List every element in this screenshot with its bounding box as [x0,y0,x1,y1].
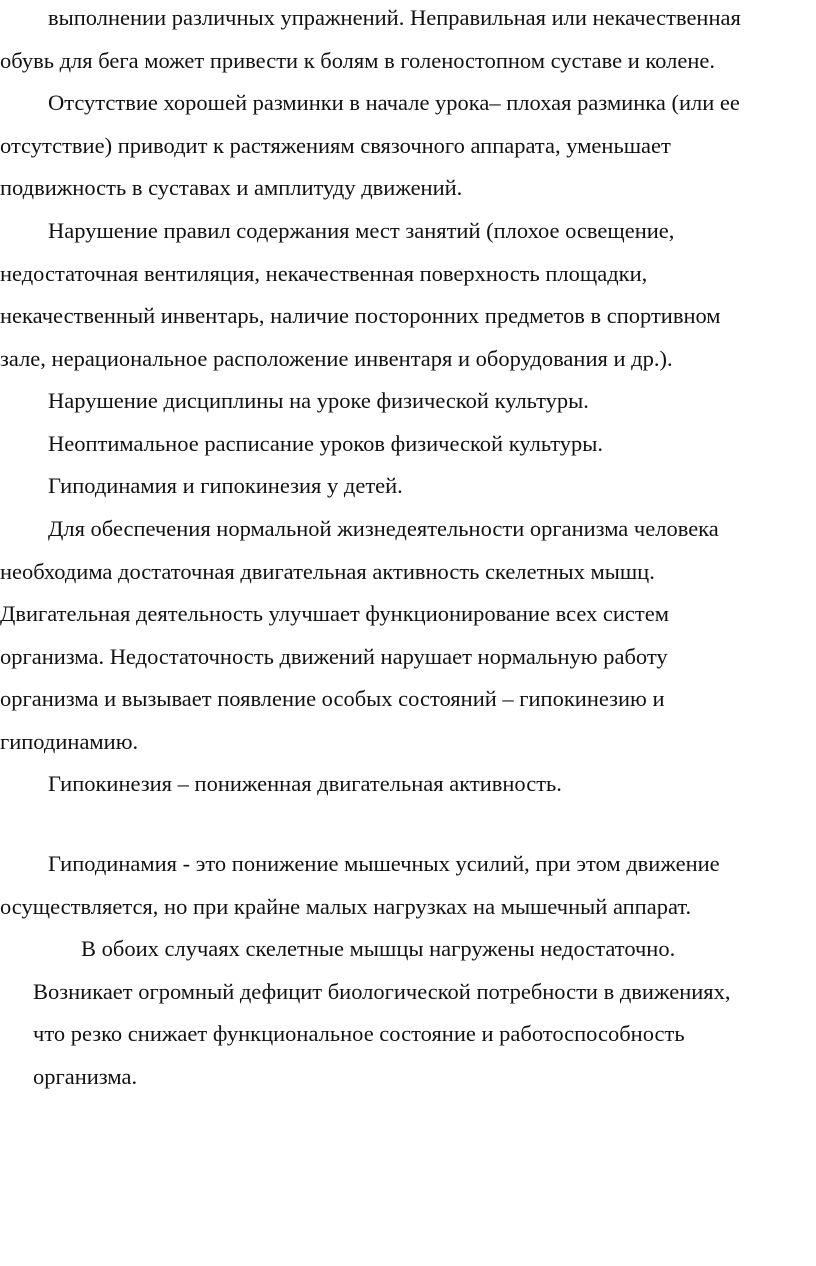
text-line: выполнении различных упражнений. Неправильная или некачественная [48,5,741,30]
text-line: Нарушение дисциплины на уроке физической культуры. [48,388,589,413]
paragraph-hypodynamia-definition [0,843,720,928]
text-line: организма и вызывает появление особых состояний – гипокинезию и [0,686,665,712]
text-line: Неоптимальное расписание уроков физической культуры. [48,431,604,456]
paragraph-discipline [0,380,589,423]
text-line: организма. Недостаточность движений нарушает нормальную работу [0,643,668,669]
text-line: отсутствие) приводит к растяжениям связочного аппарата, уменьшает [0,132,671,158]
text-line: гиподинамию. [0,728,139,754]
text-line: обувь для бега может привести к болям в голеностопном суставе и колене. [0,47,715,73]
paragraph-warmup [0,82,740,210]
text-line: недостаточная вентиляция, некачественная поверхность площадки, [0,260,648,286]
text-line: осуществляется, но при крайне малых нагрузках на мышечный аппарат. [0,893,692,919]
text-line: некачественный инвентарь, наличие посторонних предметов в спортивном [0,303,721,329]
paragraph-motor-activity [0,508,719,764]
text-line: зале, нерациональное расположение инвентаря и оборудования и др.). [0,345,673,371]
paragraph-facilities [0,210,721,380]
paragraph-footwear [0,0,741,82]
text-line: Для обеспечения нормальной жизнедеятельности организма человека [48,516,719,541]
paragraph-hypokinesia-definition [0,763,562,806]
text-line: подвижность в суставах и амплитуду движений. [0,175,463,201]
text-line: Нарушение правил содержания мест занятий (плохое освещение, [48,218,675,243]
paragraph-schedule [0,423,603,466]
text-line: организма. [33,1063,138,1089]
paragraph-hypodynamia-children [0,465,403,508]
text-line: Гиподинамия и гипокинезия у детей. [48,473,403,498]
text-line: что резко снижает функциональное состояние и работоспособность [33,1021,685,1047]
text-line: Гиподинамия - это понижение мышечных усилий, при этом движение [48,851,720,876]
paragraph-skeletal-muscles [33,928,731,1098]
text-line: Отсутствие хорошей разминки в начале урока– плохая разминка (или ее [48,90,740,115]
text-line: Гипокинезия – пониженная двигательная активность. [48,771,562,796]
text-line: Двигательная деятельность улучшает функционирование всех систем [0,601,669,627]
text-line: В обоих случаях скелетные мышцы нагружены недостаточно. [81,936,676,961]
text-line: Возникает огромный дефицит биологической потребности в движениях, [33,978,731,1004]
text-line: необходима достаточная двигательная активность скелетных мышц. [0,558,655,584]
